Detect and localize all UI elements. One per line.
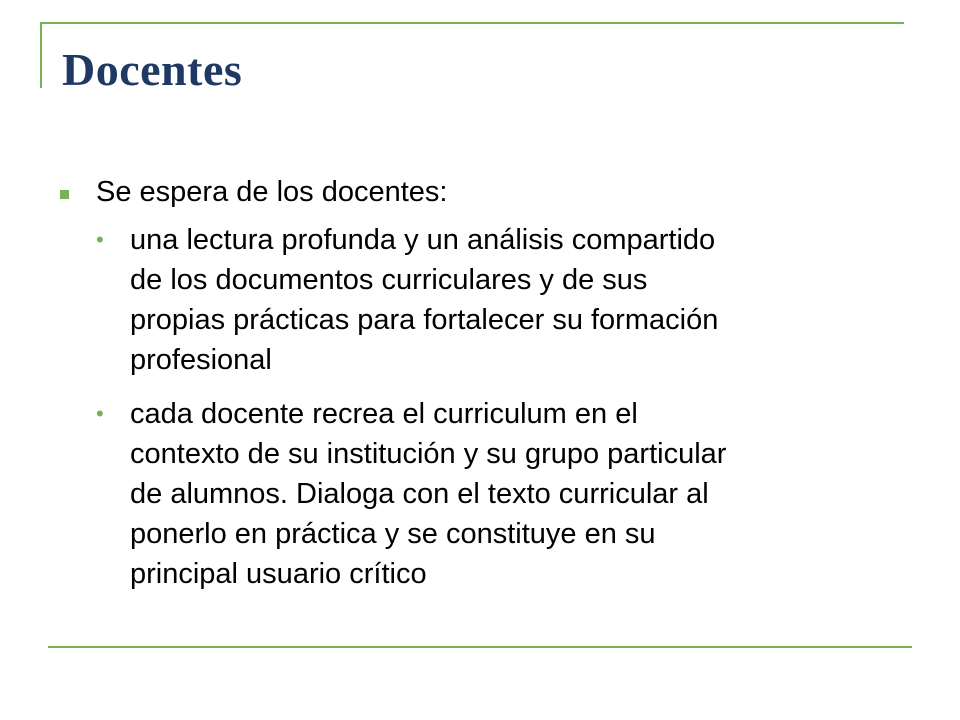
bottom-border-line (48, 646, 912, 648)
left-border-line (40, 22, 42, 88)
sub-bullet-1-line: profesional (130, 344, 272, 376)
dot-bullet-icon: • (96, 227, 104, 252)
sub-bullet-2-line: de alumnos. Dialoga con el texto curricular al (130, 478, 709, 510)
bullet-level1 (58, 170, 898, 214)
top-border-line (40, 22, 904, 24)
slide-title: Docentes (62, 44, 243, 95)
sub-bullet-2-line: contexto de su institución y su grupo particular (130, 438, 727, 470)
sub-bullet-1-line: de los documentos curriculares y de sus (130, 264, 648, 296)
sub-bullet-1-line: una lectura profunda y un análisis compartido (130, 224, 716, 256)
slide-content (58, 170, 898, 594)
sub-bullet-2-line: cada docente recrea el curriculum en el (130, 398, 638, 430)
sub-bullet-1-line: propias prácticas para fortalecer su formación (130, 304, 719, 336)
sub-bullet-2-line: ponerlo en práctica y se constituye en su (130, 518, 656, 550)
dot-bullet-icon: • (96, 401, 104, 426)
sub-bullet-2-line: principal usuario crítico (130, 558, 427, 590)
bullet-level1-text: Se espera de los docentes: (96, 176, 448, 208)
square-bullet-icon (60, 190, 69, 199)
sub-bullet-1 (58, 220, 898, 380)
sub-bullet-2 (58, 394, 898, 594)
